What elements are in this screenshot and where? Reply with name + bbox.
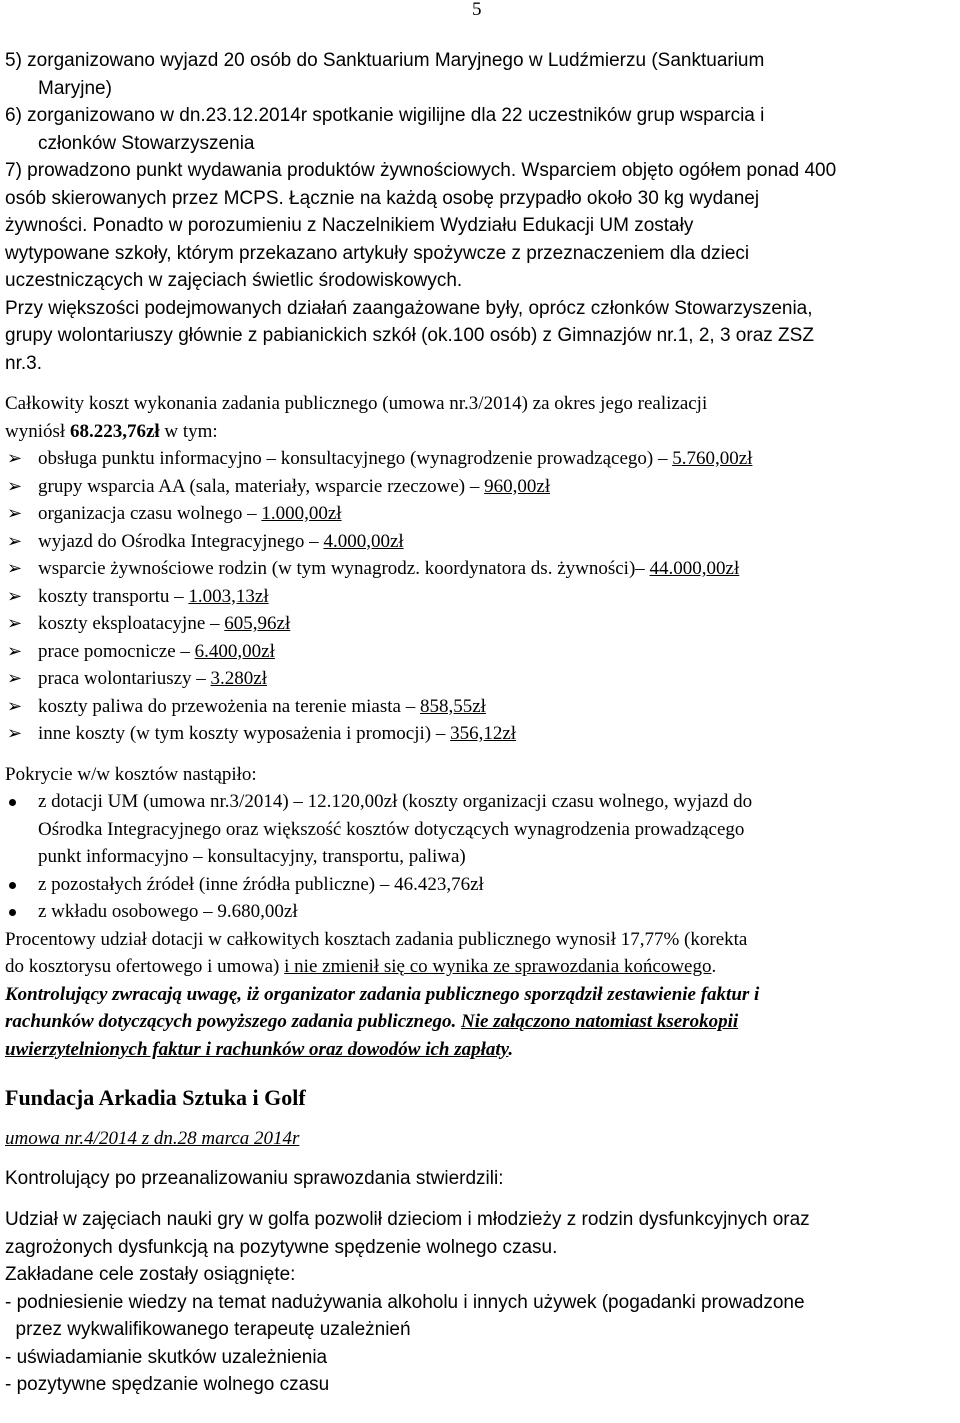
bullet-icon	[9, 882, 16, 889]
text-line: Procentowy udział dotacji w całkowitych kosztach zadania publicznego wynosił 17,77% (korekta	[5, 928, 748, 950]
page-number: 5	[472, 0, 482, 20]
list-item: ➢ wsparcie żywnościowe rodzin (w tym wynagrodz. koordynatora ds. żywności)– 44.000,00zł	[5, 555, 957, 583]
text-line: żywności. Ponadto w porozumieniu z Naczelnikiem Wydziału Edukacji UM zostały	[5, 215, 694, 236]
text-line: 5) zorganizowano wyjazd 20 osób do Sanktuarium Maryjnego w Ludźmierzu (Sanktuarium	[5, 50, 765, 71]
percentage-paragraph	[5, 926, 957, 981]
text-line: Udział w zajęciach nauki gry w golfa pozwolił dzieciom i młodzieży z rodzin dysfunkcyjnych oraz	[5, 1209, 810, 1230]
arrow-bullet-icon: ➢	[7, 448, 23, 468]
text-line: Maryjne)	[38, 77, 112, 99]
text-line: do kosztorysu ofertowego i umowa) i nie zmienił się co wynika ze sprawozdania końcowego.	[5, 956, 717, 977]
total-cost-value: 68.223,76zł	[69, 420, 160, 442]
text-line: - pozytywne spędzanie wolnego czasu	[5, 1374, 330, 1395]
list-item: ➢ koszty paliwa do przewożenia na terenie miasta – 858,55zł	[5, 693, 957, 721]
list-item: ➢ wyjazd do Ośrodka Integracyjnego – 4.000,00zł	[5, 528, 957, 556]
text-line: 6) zorganizowano w dn.23.12.2014r spotkanie wigilijne dla 22 uczestników grup wsparcia i	[5, 105, 765, 126]
list-item: ➢ koszty eksploatacyjne – 605,96zł	[5, 610, 957, 638]
section-findings	[5, 1206, 957, 1399]
text-line: - podniesienie wiedzy na temat nadużywania alkoholu i innych używek (pogadanki prowadzone	[5, 1291, 805, 1313]
text-line: nr.3.	[5, 352, 42, 374]
text-line: wytypowane szkoły, którym przekazano artykuły spożywcze z przeznaczeniem dla dzieci	[5, 242, 750, 264]
arrow-bullet-icon: ➢	[7, 475, 23, 496]
arrow-bullet-icon: ➢	[7, 558, 23, 578]
text-line: osób skierowanych przez MCPS. Łącznie na każdą osobę przypadło około 30 kg wydanej	[5, 187, 760, 209]
total-cost-paragraph	[5, 390, 957, 445]
text-line: przez wykwalifikowanego terapeutę uzależnień	[5, 1319, 411, 1340]
text-line: 7) prowadzono punkt wydawania produktów żywnościowych. Wsparciem objęto ogółem ponad 400	[5, 160, 837, 181]
coverage-title: Pokrycie w/w kosztów nastąpiło:	[5, 763, 257, 785]
arrow-bullet-icon: ➢	[7, 695, 23, 716]
arrow-bullet-icon: ➢	[7, 503, 23, 523]
contract-reference: umowa nr.4/2014 z dn.28 marca 2014r	[5, 1128, 300, 1149]
text-line: rachunków dotyczących powyższego zadania publicznego. Nie załączono natomiast kserokopii	[5, 1011, 739, 1032]
list-item: z wkładu osobowego – 9.680,00zł	[5, 898, 957, 926]
text-line: grupy wolontariuszy głównie z pabianickich szkół (ok.100 osób) z Gimnazjów nr.1, 2, 3 oraz ZSZ	[5, 325, 814, 346]
text-line: Kontrolujący zwracają uwagę, iż organizator zadania publicznego sporządził zestawienie faktur i	[5, 983, 760, 1005]
section-intro: Kontrolujący po przeanalizowaniu sprawozdania stwierdzili:	[5, 1167, 504, 1189]
list-item: ➢ obsługa punktu informacyjno – konsultacyjnego (wynagrodzenie prowadzącego) – 5.760,00zł	[5, 445, 957, 473]
arrow-bullet-icon: ➢	[7, 530, 23, 551]
arrow-bullet-icon: ➢	[7, 613, 23, 633]
text-line: Zakładane cele zostały osiągnięte:	[5, 1264, 296, 1285]
inspector-note	[5, 981, 957, 1064]
list-item: ➢ praca wolontariuszy – 3.280zł	[5, 665, 957, 693]
list-item: ➢ prace pomocnicze – 6.400,00zł	[5, 638, 957, 666]
text-line: wyniósł 68.223,76zł w tym:	[5, 420, 218, 442]
list-item: ➢ organizacja czasu wolnego – 1.000,00zł	[5, 500, 957, 528]
cost-breakdown-list	[5, 445, 957, 748]
text-line: uczestniczących w zajęciach świetlic środowiskowych.	[5, 270, 463, 291]
text-line: zagrożonych dysfunkcją na pozytywne spędzenie wolnego czasu.	[5, 1236, 558, 1258]
food-distribution-paragraph	[5, 157, 957, 377]
document-body	[5, 47, 957, 1399]
text-line: uwierzytelnionych faktur i rachunków oraz dowodów ich zapłaty.	[5, 1038, 514, 1060]
list-item: ➢ koszty transportu – 1.003,13zł	[5, 583, 957, 611]
arrow-bullet-icon: ➢	[7, 668, 23, 688]
list-item: ➢ inne koszty (w tym koszty wyposażenia i promocji) – 356,12zł	[5, 720, 957, 748]
text-line: członków Stowarzyszenia	[38, 132, 255, 154]
bullet-icon	[9, 799, 16, 806]
bullet-icon	[9, 909, 16, 916]
list-item: z pozostałych źródeł (inne źródła publiczne) – 46.423,76zł	[5, 871, 957, 899]
arrow-bullet-icon: ➢	[7, 585, 23, 606]
text-line: Całkowity koszt wykonania zadania publicznego (umowa nr.3/2014) za okres jego realizacji	[5, 393, 708, 414]
arrow-bullet-icon: ➢	[7, 723, 23, 743]
coverage-list	[5, 788, 957, 926]
activities-list	[5, 47, 957, 157]
arrow-bullet-icon: ➢	[7, 640, 23, 661]
text-line: - uświadamianie skutków uzależnienia	[5, 1346, 328, 1368]
list-item: ➢ grupy wsparcia AA (sala, materiały, wsparcie rzeczowe) – 960,00zł	[5, 473, 957, 501]
list-item: z dotacji UM (umowa nr.3/2014) – 12.120,00zł (koszty organizacji czasu wolnego, wyjazd do Ośrodka Integracyjnego oraz większość kosztów dotyczących wynagrodzenia prowadzącego punkt informacyjno – konsultacyjny, transportu, paliwa)	[5, 788, 957, 871]
section-heading: Fundacja Arkadia Sztuka i Golf	[5, 1085, 306, 1110]
text-line: Przy większości podejmowanych działań zaangażowane były, oprócz członków Stowarzyszenia,	[5, 297, 813, 319]
